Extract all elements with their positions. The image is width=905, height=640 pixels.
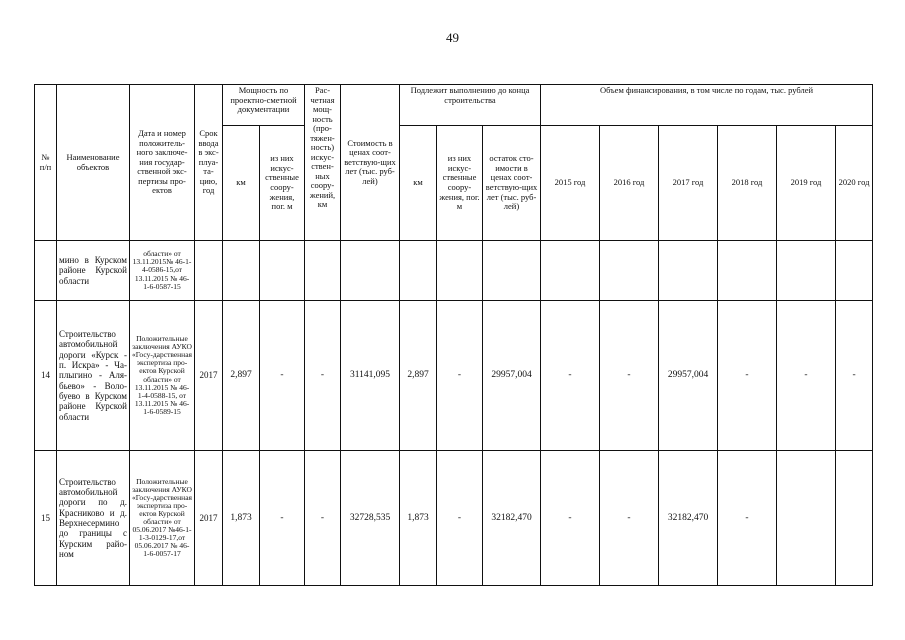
cell-power-art: -	[260, 451, 305, 586]
cell-year-2017: 32182,470	[659, 451, 718, 586]
header-year-2018: 2018 год	[718, 126, 777, 241]
cell-year-2017	[659, 241, 718, 301]
cell-year-2019	[777, 241, 836, 301]
header-year-2015: 2015 год	[541, 126, 600, 241]
cell-name: мино в Курском районе Курской области	[57, 241, 130, 301]
cell-year-2015: -	[541, 451, 600, 586]
table-row	[35, 451, 873, 586]
cell-remain-km	[400, 241, 437, 301]
cell-remain-cost	[483, 241, 541, 301]
cell-date: Положительные заключения АУКО «Госу-дарственная экспертиза про-ектов Курской области» от 13.11.2015 № 46-1-4-0588-15, от 13.11.2015 № 46-1-6-0589-15	[130, 301, 195, 451]
cell-year-2018: -	[718, 301, 777, 451]
cell-year-2019	[777, 451, 836, 586]
cell-year-2016: -	[600, 301, 659, 451]
header-power-art: из них искус-ственные соору-жения, пог. м	[260, 126, 305, 241]
page-number: 49	[446, 30, 459, 45]
cell-year-2018: -	[718, 451, 777, 586]
cell-power-km	[223, 241, 260, 301]
cell-no: 15	[35, 451, 57, 586]
cell-date: Положительные заключения АУКО «Госу-дарственная экспертиза про-ектов Курской области» от 05.06.2017 №46-1-1-3-0129-17,от 05.06.2017 № 46-1-6-0057-17	[130, 451, 195, 586]
cell-year-2015: -	[541, 301, 600, 451]
header-fin-group: Объем финансирования, в том числе по годам, тыс. рублей	[541, 85, 873, 126]
cell-term: 2017	[195, 451, 223, 586]
cell-year-2015	[541, 241, 600, 301]
table-row	[35, 241, 873, 301]
cell-remain-art	[437, 241, 483, 301]
cell-power-km: 2,897	[223, 301, 260, 451]
cell-year-2020: -	[836, 301, 873, 451]
cell-date: области» от 13.11.2015№ 46-1-4-0586-15,от 13.11.2015 № 46-1-6-0587-15	[130, 241, 195, 301]
header-cost: Стоимость в ценах соот-ветствую-щих лет (тыс. руб-лей)	[341, 85, 400, 241]
cell-term: 2017	[195, 301, 223, 451]
cell-name: Строительство автомобильной дороги по д. Красниково и д. Верхнесермино до границы с Курским райо-ном	[57, 451, 130, 586]
cell-remain-km: 2,897	[400, 301, 437, 451]
header-remain-cost: остаток сто-имости в ценах соот-ветствую-щих лет (тыс. руб-лей)	[483, 126, 541, 241]
cell-remain-art: -	[437, 301, 483, 451]
header-remain-km: км	[400, 126, 437, 241]
cell-name: Строительство автомобильной дороги «Курск - п. Искра» - Ча-плыгино - Аля-бьево» - Воло-буево в Курском районе Курской области	[57, 301, 130, 451]
cell-calc	[305, 241, 341, 301]
header-year-2019: 2019 год	[777, 126, 836, 241]
table-row	[35, 301, 873, 451]
cell-year-2016	[600, 241, 659, 301]
cell-calc: -	[305, 301, 341, 451]
header-power-group: Мощность по проектно-сметной документации	[223, 85, 305, 126]
header-calc: Рас-четная мощ-ность (про-тяжен-ность) искус-ствен-ных соору-жений, км	[305, 85, 341, 241]
header-year-2020: 2020 год	[836, 126, 873, 241]
header-year-2016: 2016 год	[600, 126, 659, 241]
cell-cost	[341, 241, 400, 301]
header-remain-art: из них искус-ственные соору-жения, пог. м	[437, 126, 483, 241]
cell-year-2019: -	[777, 301, 836, 451]
header-term: Срок ввода в экс-плуа-та-цию, год	[195, 85, 223, 241]
cell-remain-cost: 29957,004	[483, 301, 541, 451]
cell-term	[195, 241, 223, 301]
cell-power-km: 1,873	[223, 451, 260, 586]
cell-year-2016: -	[600, 451, 659, 586]
header-no: № п/п	[35, 85, 57, 241]
cell-no	[35, 241, 57, 301]
cell-year-2020	[836, 241, 873, 301]
cell-year-2020	[836, 451, 873, 586]
cell-remain-cost: 32182,470	[483, 451, 541, 586]
header-year-2017: 2017 год	[659, 126, 718, 241]
header-remain-group: Подлежит выполнению до конца строительства	[400, 85, 541, 126]
header-power-km: км	[223, 126, 260, 241]
cell-power-art: -	[260, 301, 305, 451]
cell-no: 14	[35, 301, 57, 451]
cell-remain-km: 1,873	[400, 451, 437, 586]
cell-power-art	[260, 241, 305, 301]
cell-cost: 31141,095	[341, 301, 400, 451]
header-row-1	[35, 85, 873, 126]
cell-year-2018	[718, 241, 777, 301]
cell-remain-art: -	[437, 451, 483, 586]
header-date: Дата и номер положитель-ного заключе-ния государ-ственной экс-пертизы про-ектов	[130, 85, 195, 241]
header-name: Наименование объектов	[57, 85, 130, 241]
cell-calc: -	[305, 451, 341, 586]
cell-year-2017: 29957,004	[659, 301, 718, 451]
cell-cost: 32728,535	[341, 451, 400, 586]
objects-table	[34, 84, 873, 586]
